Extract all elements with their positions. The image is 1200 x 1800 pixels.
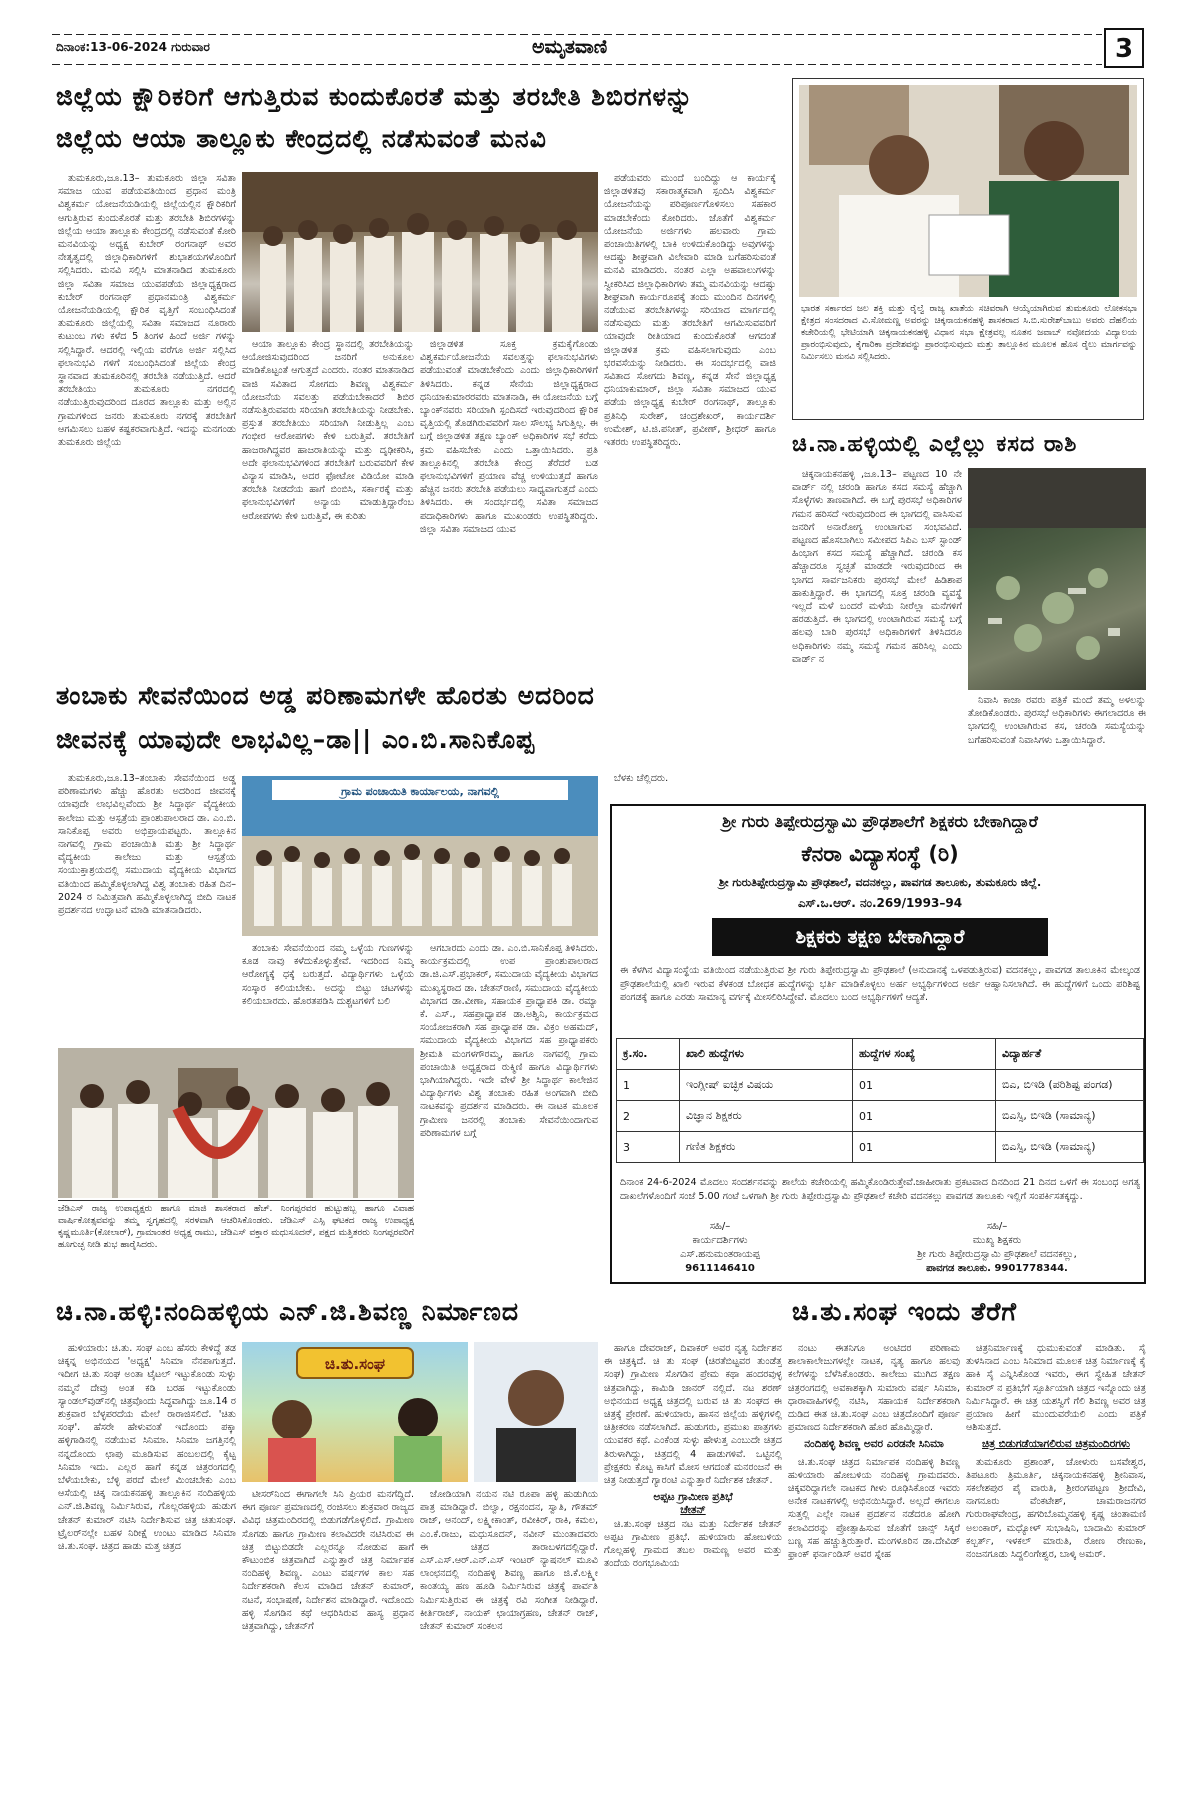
advert-banner [712, 918, 1048, 956]
row-qualification: ಬಿಎ, ಬಿಇಡಿ (ಪರಿಶಿಷ್ಟ ಪಂಗಡ) [996, 1070, 1144, 1101]
header-serial: ಕ್ರ.ಸಂ. [617, 1039, 680, 1070]
advert-box [610, 804, 1146, 1284]
sign-right-name: ಶ್ರೀ ಗುರು ತಿಪ್ಪೇರುದ್ರಸ್ವಾಮಿ ಪ್ರೌಢಶಾಲೆ ವದನಕಲ್ಲು, [917, 1249, 1077, 1260]
film-col1-text: ಹುಳಿಯಾರು: ಚಿ.ತು. ಸಂಘ ಎಂಬ ಹೆಸರು ಕೇಳಿದ್ದೆ ತಡ ಚಿಕ್ಕನ್ನ ಅಭಿನಯದ 'ಅಧ್ಯಕ್ಷ' ಸಿನಿಮಾ ನೆನಪಾಗುತ್ತದೆ. ಇದೀಗ ಚಿ.ತು ಸಂಘ ಅಂತಾ ಟೈಟಲ್ ಇಟ್ಟುಕೊಂಡು ಸುಳ್ಳು ನಮ್ಮನೆ ದೇವ್ರು ಅಂತ ಕಡಿ ಬರಹ ಇಟ್ಟುಕೊಂಡು ಸ್ಯಾಂಡಲ್‌ವುಡ್‌ನಲ್ಲಿ ಚಿತ್ರವೊಂದು ಸಿದ್ಧವಾಗಿದ್ದು ಜೂ.14 ರ ಶುಕ್ರವಾರ ಬೆಳ್ಳಪರದೆಯ ಮೇಲೆ ರಾರಾಜಿಸಲಿದೆ. 'ಚಿತು ಸಂಘ'. ಹೆಸರೇ ಹೇಳುವಂತೆ ಇದೊಂದು ಪಕ್ಕಾ ಹಳ್ಳಿಗಾಡಿನಲ್ಲಿ ನಡೆಯುವ ಸಿನಿಮಾ. ಸಿನಿಮಾ ಜಗತ್ತಿನಲ್ಲಿ ನನ್ನದೊಂದು ಛಾಪು ಮೂಡಿಸುವ ಹಂಬಲದಲ್ಲಿ ಕೈಟ್ಟ ಸಿನಿಮಾ ಇದು. ಎಲ್ಲರ ಹಾಗೆ ಕನ್ನಡ ಚಿತ್ರರಂಗದಲ್ಲಿ ಬೆಳೆಯಬೇಕು, ಬೆಳ್ಳಿ ಪರದೆ ಮೇಲೆ ಮಿಂಚಬೇಕು ಎಂಬ ಆಸೆಯಲ್ಲಿ ಚಿಕ್ಕ ನಾಯಕನಹಳ್ಳಿ ತಾಲ್ಲೂಕಿನ ನಂದಿಹಳ್ಳಿಯ ಎನ್.ಜಿ.ಶಿವಣ್ಣ ನಿರ್ಮಿಸಿರುವ, ಗೊಲ್ಲರಹಳ್ಳಿಯ ಹುಡುಗ ಚೇತನ್ ಕುಮಾರ್ ನಟಿಸಿ ನಿರ್ದೇಶಿಸುವ ಚಿತ್ರ ಚಿತುಸಂಘ. ಟ್ರೈಲರ್‌ನಲ್ಲೇ ಬಹಳ ನಿರೀಕ್ಷೆ ಉಂಟು ಮಾಡಿದ ಸಿನಿಮಾ ಚಿ.ತು.ಸಂಘ. ಚಿತ್ರದ ಹಾಡು ಮತ್ತ ಚಿತ್ರದ [58, 1343, 236, 1553]
film-column-5 [788, 1342, 960, 1782]
sign-right-place: ಪಾವಗಡ ತಾಲೂಕು. 9901778344. [926, 1263, 1068, 1274]
sign-left-phone: 9611146410 [685, 1263, 755, 1274]
advert-signature-right [852, 1220, 1142, 1276]
tobacco-col3-text: ಆಗಬಾರದು ಎಂದು ಡಾ. ಎಂ.ಬಿ.ಸಾನಿಕೊಪ್ಪ ತಿಳಿಸಿದರು. ಕಾರ್ಯಕ್ರಮದಲ್ಲಿ ಉಪ ಪ್ರಾಂಶುಪಾಲರಾದ ಡಾ.ಜಿ.ಎಸ್.ಪ್ರಭಾಕರ್, ಸಮುದಾಯ ವೈದ್ಯಕೀಯ ವಿಭಾಗದ ಮುಖ್ಯಸ್ಥರಾದ ಡಾ. ಚೇತನ್‌ರಾಣಿ, ಸಮುದಾಯ ವೈದ್ಯಕೀಯ ವಿಭಾಗದ ಡಾ.ವೀಣಾ, ಸಹಾಯಕ ಪ್ರಾಧ್ಯಾಪಕಿ ಡಾ. ರಮ್ಯಾ ಕೆ. ಎಸ್., ಸಹಪ್ರಾಧ್ಯಾಪಕ ಡಾ.ಅಶ್ವಿನಿ, ಕಾರ್ಯಕ್ರಮದ ಸಂಯೋಜಕರಾಗಿ ಸಹ ಪ್ರಾಧ್ಯಾಪಕ ಡಾ. ವಿಕ್ರಂ ಅಹಮದ್, ಸಮುದಾಯ ವೈದ್ಯಕೀಯ ವಿಭಾಗದ ಸಹ ಪ್ರಾಧ್ಯಾಪಕರು ಶ್ರೀಮತಿ ಮಂಗಳಗೌರಮ್ಮ, ಹಾಗೂ ನಾಗವಲ್ಲಿ ಗ್ರಾಮ ಪಂಚಾಯಿತಿ ಅಧ್ಯಕ್ಷರಾದ ರುಕ್ಮಿಣಿ ಹಾಗೂ ವಿದ್ಯಾರ್ಥಿಗಳು ಭಾಗಿಯಾಗಿದ್ದರು. ಇದೇ ವೇಳೆ ಶ್ರೀ ಸಿದ್ಧಾರ್ಥ ಕಾಲೇಜಿನ ವಿದ್ಯಾರ್ಥಿಗಳು ವಿಶ್ವ ತಂಬಾಕು ರಹಿತ ಅಂಗವಾಗಿ ಬೀದಿ ನಾಟಕವನ್ನು ಪ್ರದರ್ಶನ ಮಾಡಿದರು. ಈ ನಾಟಕ ಮೂಲಕ ಗ್ರಾಮೀಣ ಜನರಲ್ಲಿ ತಂಬಾಕು ಸೇವನೆಯಿಂದಾಗುವ ಪರಿಣಾಮಗಳ ಬಗ್ಗೆ [420, 943, 598, 1139]
film-col2-text: ಟೀಸರ್‌ನಿಂದ ಈಗಾಗಲೇ ಸಿನಿ ಪ್ರಿಯರ ಮನಗೆದ್ದಿದೆ. ಈಗ ಪೂರ್ಣ ಪ್ರಮಾಣದಲ್ಲಿ ರಂಜಿಸಲು ಶುಕ್ರವಾರ ರಾಜ್ಯದ ವಿವಿಧ ಚಿತ್ರಮಂದಿರದಲ್ಲಿ ಬಿಡುಗಡೆಗೊಳ್ಳಲಿದೆ. ಗ್ರಾಮೀಣ ಸೊಗಡು ಹಾಗೂ ಗ್ರಾಮೀಣ ಕಲಾವಿದರೇ ನಟಿಸಿರುವ ಈ ಚಿತ್ರ ಬಿಟ್ಟುಬಿಡದೇ ಎಲ್ಲರನ್ನೂ ನೋಡುವ ಹಾಗೆ ಕೌಟುಂಬಿಕ ಚಿತ್ರವಾಗಿದೆ ಎನ್ನುತ್ತಾರೆ ಚಿತ್ರ ನಿರ್ಮಾಪಕ ನಂದಿಹಳ್ಳಿ ಶಿವಣ್ಣ. ಎಂಟು ವರ್ಷಗಳ ಕಾಲ ಸಹ ನಿರ್ದೇಶಕರಾಗಿ ಕೆಲಸ ಮಾಡಿದ ಚೇತನ್ ಕುಮಾರ್, ನಟನೆ, ಸಂಭಾಷಣೆ, ನಿರ್ದೇಶನ ಮಾಡಿದ್ದಾರೆ. ಇದೊಂದು ಹಳ್ಳಿ ಸೊಗಡಿನ ಕಥೆ ಆಧರಿಸಿರುವ ಹಾಸ್ಯ ಪ್ರಧಾನ ಚಿತ್ರವಾಗಿದ್ದು, ಚೇತನ್‌ಗೆ [242, 1489, 414, 1633]
story1-photo [242, 172, 598, 332]
tobacco-headline-2: ಜೀವನಕ್ಕೆ ಯಾವುದೇ ಲಾಭವಿಲ್ಲ–ಡಾ|| ಎಂ.ಬಿ.ಸಾನಿಕೊಪ್ಪ [56, 725, 535, 754]
sign-right-label: ಸಹಿ/– [986, 1221, 1008, 1232]
garbage-column-2 [968, 694, 1146, 790]
film-col3-text: ಜೋಡಿಯಾಗಿ ನಯನ ನಟಿ ರೂಪಾ ಹಳ್ಳಿ ಹುಡುಗಿಯ ಪಾತ್ರ ಮಾಡಿದ್ದಾರೆ. ಬಿಲ್ವಾ, ರಕ್ಷನಂದನ, ಸ್ವಾತಿ, ಗೌತಮ್ ರಾಜ್, ಆನಂದ್, ಲಕ್ಷ್ಮೀಕಾಂತ್, ರವೀಕಿರ್, ರಾಕಿ, ಕಮಲ, ಎಂ.ಕೆ.ರಾಜು, ಮಧುಸೂದನ್, ನವೀನ್ ಮುಂತಾದವರು ಈ ಚಿತ್ರದ ತಾರಾಬಳಗದಲ್ಲಿದ್ದಾರೆ. ಎಸ್.ಎಸ್.ಆರ್.ಎನ್.ಎಸ್ ಇಂಟರ್ ನ್ಯಾಷನಲ್ ಮೂವಿ ಲಾಂಛನದಲ್ಲಿ ನಂದಿಹಳ್ಳಿ ಶಿವಣ್ಣ ಹಾಗೂ ಜಿ.ಕೆ.ಲಕ್ಷ್ಮೀ ಕಾಂತಯ್ಯ ಹಣ ಹೂಡಿ ನಿರ್ಮಿಸಿರುವ ಚಿತ್ರಕ್ಕೆ ಪಾರ್ವತಿ ನಿರ್ಮಿಸುತ್ತಿರುವ ಈ ಚಿತ್ರಕ್ಕೆ ರವಿ ಸಂಗೀತ ನೀಡಿದ್ದಾರೆ. ಕೀರ್ತಿರಾಜ್, ನಾಯಕ್ ಛಾಯಾಗ್ರಹಣ, ಚೇತನ್ ರಾಜ್, ಚೇತನ್ ಕುಮಾರ್ ಸಂಕಲನ [420, 1489, 598, 1633]
date-line: ದಿನಾಂಕ:13-06-2024 ಗುರುವಾರ [56, 40, 210, 54]
story1-col3-text: ಜಿಲ್ಲಾಡಳಿತ ಸೂಕ್ತ ಕ್ರಮಕೈಗೊಂಡು ವಿಶ್ವಕರ್ಮಯೋಜನೆಯ ಸವಲತ್ತನ್ನು ಫಲಾನುಭವಿಗಳು ಪಡೆಯುವಂತೆ ಮಾಡಬೇಕೆಂದು ಎಂದು ಜಿಲ್ಲಾಧಿಕಾರಿಗಳಿಗೆ ತಿಳಿಸಿದರು. ಕನ್ನಡ ಸೇನೆಯ ಜಿಲ್ಲಾಧ್ಯಕ್ಷರಾದ ಧನಿಯಾಕುಮಾರರವರು ಮಾತನಾಡಿ, ಈ ಯೋಜನೆಯ ಬಗ್ಗೆ ಬ್ಯಾಂಕ್‌ನವರು ಸರಿಯಾಗಿ ಸ್ಪಂದಿಸದೆ ಇರುವುದರಿಂದ ಕ್ಷೌರಿಕ ವೃತ್ತಿಯಲ್ಲಿ ತೊಡಗಿರುವವರಿಗೆ ಸಾಲ ಸೌಲಭ್ಯ ಸಿಗುತ್ತಿಲ್ಲ. ಈ ಬಗ್ಗೆ ಜಿಲ್ಲಾಡಳಿತ ತಕ್ಷಣ ಬ್ಯಾಂಕ್ ಅಧಿಕಾರಿಗಳ ಸಭೆ ಕರೆದು ಕ್ರಮ ವಹಿಸಬೇಕು ಎಂದು ಒತ್ತಾಯಿಸಿದರು. ಪ್ರತಿ ತಾಲ್ಲೂಕಿನಲ್ಲಿ ತರಬೇತಿ ಕೇಂದ್ರ ತೆರೆದರೆ ಬಡ ಫಲಾನುಭವಿಗಳಿಗೆ ಪ್ರಯಾಣ ವೆಚ್ಚ ಉಳಿಯುತ್ತದೆ ಹಾಗೂ ಹೆಚ್ಚಿನ ಜನರು ತರಬೇತಿ ಪಡೆಯಲು ಸಾಧ್ಯವಾಗುತ್ತದೆ ಎಂದು ತಿಳಿಸಿದರು. ಈ ಸಂದರ್ಭದಲ್ಲಿ ಸವಿತಾ ಸಮಾಜದ ಪದಾಧಿಕಾರಿಗಳು ಹಾಗೂ ಮುಖಂಡರು ಉಪಸ್ಥಿತರಿದ್ದರು. ಜಿಲ್ಲಾ ಸವಿತಾ ಸಮಾಜದ ಯುವ [420, 339, 598, 535]
minister-caption: ಭಾರತ ಸರ್ಕಾರದ ಜಲ ಶಕ್ತಿ ಮತ್ತು ರೈಲ್ವೆ ರಾಜ್ಯ ಖಾತೆಯ ಸಚಿವರಾಗಿ ಆಯ್ಕೆಯಾಗಿರುವ ತುಮಕೂರು ಲೋಕಸಭಾ ಕ್ಷೇತ್ರದ ಸಂಸದರಾದ ವಿ.ಸೋಮಣ್ಣ ಅವರನ್ನು ಚಿಕ್ಕನಾಯಕನಹಳ್ಳಿ ಶಾಸಕರಾದ ಸಿ.ಬಿ.ಸುರೇಶ್‌ಬಾಬು ಅವರು ದೆಹಲಿಯ ಕಚೇರಿಯಲ್ಲಿ ಭೇಟಿಯಾಗಿ ಚಿಕ್ಕನಾಯಕನಹಳ್ಳಿ ವಿಧಾನ ಸಭಾ ಕ್ಷೇತ್ರವಲ್ಲ ನೂತನ ಜವಾಬ್ ನವೋದಯ ವಿದ್ಯಾಲಯ ಪ್ರಾರಂಭಿಸುವುದು, ಕೈಗಾರಿಕಾ ಪ್ರದೇಶವನ್ನು ಪ್ರಾರಂಭಿಸುವುದು ಮತ್ತು ತಾಲ್ಲೂಕಿನ ಮೂಲಕ ಹೊಸ ರೈಲು ಮಾರ್ಗವನ್ನು ನಿರ್ಮಿಸಲು ಮನವಿ ಸಲ್ಲಿಸಿದರು. [801, 304, 1137, 362]
row-qualification: ಬಿಎಸ್ಸಿ, ಬಿಇಡಿ (ಸಾಮಾನ್ಯ) [996, 1132, 1144, 1163]
garbage-body: ಚಿಕ್ಕನಾಯಕನಹಳ್ಳಿ ,ಜೂ.13– ಪಟ್ಟಣದ 10 ನೇ ವಾರ್ಡ್ ನಲ್ಲಿ ಚರಂಡಿ ಹಾಗೂ ಕಸದ ಸಮಸ್ಯೆ ಹೆಚ್ಚಾಗಿ ಸೊಳ್ಳೆಗಳು ತಾಣವಾಗಿದೆ. ಈ ಬಗ್ಗೆ ಪುರಸಭೆ ಅಧಿಕಾರಿಗಳ ಗಮನ ಹರಿಸದೆ ಇರುವುದರಿಂದ ಈ ಭಾಗದಲ್ಲಿ ವಾಸಿಸುವ ಜನರಿಗೆ ಅನಾರೋಗ್ಯ ಉಂಟಾಗುವ ಸಂಭವವಿದೆ. ಪಟ್ಟಣದ ಹೊಸಬಾಗಿಲು ಸಮೀಪದ ಸಿಪಿಎ ಬಸ್ ಸ್ಟಾಂಡ್ ಹಿಂಭಾಗ ಕಸದ ಸಮಸ್ಯೆ ಹೆಚ್ಚಾಗಿದೆ. ಚರಂಡಿ ಕಸ ಹೆಚ್ಚಾದರೂ ಸ್ವಚ್ಛತೆ ಮಾಡದೇ ಇರುವುದರಿಂದ ಈ ಭಾಗದ ಸಾರ್ವಜನಿಕರು ಪುರಸಭೆ ಮೇಲೆ ಹಿಡಿಶಾಪ ಹಾಕುತ್ತಿದ್ದಾರೆ. ಈ ಭಾಗದಲ್ಲಿ ಸೂಕ್ತ ಚರಂಡಿ ವ್ಯವಸ್ಥೆ ಇಲ್ಲದೆ ಮಳೆ ಬಂದರೆ ಮಳೆಯ ನೀರೆಲ್ಲಾ ಮನೆಗಳಿಗೆ ಹರಡುತ್ತಿದೆ. ಈ ಭಾಗದಲ್ಲಿ ಉಂಟಾಗಿರುವ ಸಮಸ್ಯೆ ಬಗ್ಗೆ ಹಲವು ಬಾರಿ ಪುರಸಭೆ ಅಧಿಕಾರಿಗಳಿಗೆ ತಿಳಿಸಿದರೂ ಅಧಿಕಾರಿಗಳು ನಮ್ಮ ಸಮಸ್ಯೆ ಗಮನ ಹರಿಸಿಲ್ಲ ಎಂದು ವಾರ್ಡ್ ನ [792, 469, 962, 665]
advert-table-wrap [616, 1038, 1144, 1163]
paper-name: ಅಮೃತವಾಣಿ [532, 36, 608, 58]
film-column-4 [604, 1342, 782, 1782]
header-qualification: ವಿದ್ಯಾರ್ಹತೆ [996, 1039, 1144, 1070]
advert-footer: ದಿನಾಂಕ 24-6-2024 ಮೊದಲು ಸಂದರ್ಶನವನ್ನು ಶಾಲೆಯ ಕಚೇರಿಯಲ್ಲಿ ಹಮ್ಮಿಕೊಂಡಿರುತ್ತೇವೆ.ಜಾಹೀರಾತು ಪ್ರಕಟವಾದ ದಿನದಿಂದ 21 ದಿನದ ಒಳಗೆ ಈ ಸಂಬಂಧ ಅಗತ್ಯ ದಾಖಲೆಗಳೊಂದಿಗೆ ಸಂಜೆ 5.00 ಗಂಟೆ ಒಳಗಾಗಿ ಶ್ರೀ ಗುರು ತಿಪ್ಪೇರುದ್ರಸ್ವಾಮಿ ಪ್ರೌಢಶಾಲೆ ಕಚೇರಿ ವದನಕಲ್ಲು ಪಾವಗಡ ತಾಲೂಕು ಇಲ್ಲಿಗೆ ಸಂಪರ್ಕಿಸತಕ್ಕದ್ದು. [620, 1177, 1140, 1202]
jds-caption: ಜೆಡಿಎಸ್ ರಾಜ್ಯ ಉಪಾಧ್ಯಕ್ಷರು ಹಾಗೂ ಮಾಜಿ ಶಾಸಕರಾದ ಹೆಚ್. ನಿಂಗಪ್ಪರವರ ಹುಟ್ಟುಹಬ್ಬ ಹಾಗೂ ವಿವಾಹ ವಾರ್ಷಿಕೋತ್ಸವವನ್ನು ತಮ್ಮ ಸ್ವಗೃಹದಲ್ಲಿ ಸರಳವಾಗಿ ಆಚರಿಸಿಕೊಂಡರು. ಜೆಡಿಎಸ್ ಎಸ್ಸಿ ಘಟಕದ ರಾಜ್ಯ ಉಪಾಧ್ಯಕ್ಷ ಕೃಷ್ಣಮೂರ್ತಿ(ಕೋಲಾರ್), ಗ್ರಾಮಾಂತರ ಅಧ್ಯಕ್ಷ ರಾಮು, ಜೆಡಿಎಸ್ ವಕ್ತಾರ ಮಧುಸೂದನ್, ಪಕ್ಷದ ಮತ್ತಿತರರು ನಿಂಗಪ್ಪರವರಿಗೆ ಹೂಗುಚ್ಛ ನೀಡಿ ಶುಭ ಹಾರೈಸಿದರು. [58, 1200, 414, 1276]
jds-photo [58, 1048, 414, 1198]
header-count: ಹುದ್ದೆಗಳ ಸಂಖ್ಯೆ [853, 1039, 996, 1070]
tobacco-group-figures [242, 776, 598, 936]
tobacco-column-3 [420, 942, 598, 1274]
table-row [617, 1132, 1144, 1163]
garbage-headline: ಚಿ.ನಾ.ಹಳ್ಳಿಯಲ್ಲಿ ಎಲ್ಲೆಲ್ಲು ಕಸದ ರಾಶಿ [792, 432, 1078, 457]
film-headline-right: ಚಿ.ತು.ಸಂಘ ಇಂದು ತೆರೆಗೆ [792, 1297, 1017, 1326]
film-subhead-2: ನಂದಿಹಳ್ಳಿ ಶಿವಣ್ಣ ಅವರ ಎರಡನೇ ಸಿನಿಮಾ [804, 1438, 944, 1451]
story1-column-4 [604, 172, 776, 662]
minister-photo [799, 85, 1137, 297]
garbage-column-1 [792, 468, 962, 694]
row-post: ಇಂಗ್ಲೀಷ್ ಐಚ್ಛಿಕ ವಿಷಯ [680, 1070, 853, 1101]
advert-address: ಶ್ರೀ ಗುರುತಿಪ್ಪೇರುದ್ರಸ್ವಾಮಿ ಪ್ರೌಢಶಾಲೆ, ವದನಕಲ್ಲು, ಪಾವಗಡ ತಾಲೂಕು, ತುಮಕೂರು ಜಿಲ್ಲೆ. [718, 876, 1042, 889]
table-row [617, 1101, 1144, 1132]
row-qualification: ಬಿಎಸ್ಸಿ, ಬಿಇಡಿ (ಸಾಮಾನ್ಯ) [996, 1101, 1144, 1132]
garbage-body-2: ನಿವಾಸಿ ಕಾಜಾ ರವರು ಪತ್ರಿಕೆ ಮಂದೆ ತಮ್ಮ ಅಳಲನ್ನು ತೋಡಿಕೊಂಡರು. ಪುರಸಭೆ ಅಧಿಕಾರಿಗಳು ಈಗಲಾದರೂ ಈ ಭಾಗದಲ್ಲಿ ಉಂಟಾಗಿರುವ ಕಸ, ಚರಂಡಿ ಸಮಸ್ಯೆಯನ್ನು ಬಗೆಹರಿಸುವಂತೆ ನಿವಾಸಿಗಳು ಒತ್ತಾಯಿಸಿದ್ದಾರೆ. [968, 695, 1146, 746]
advert-title: ಶ್ರೀ ಗುರು ತಿಪ್ಪೇರುದ್ರಸ್ವಾಮಿ ಪ್ರೌಢಶಾಲೆಗೆ ಶಿಕ್ಷಕರು ಬೇಕಾಗಿದ್ದಾರೆ [722, 812, 1038, 831]
advert-banner-text: ಶಿಕ್ಷಕರು ತಕ್ಷಣ ಬೇಕಾಗಿದ್ದಾರೆ [795, 926, 965, 948]
group-photo-figures [242, 172, 598, 332]
sign-left-name: ಎಸ್.ಹನುಮಂತರಾಯಪ್ಪ [680, 1249, 760, 1260]
film-col6-text: ಚಿತ್ರನಿರ್ಮಾಣಕ್ಕೆ ಧುಮುಕುವಂತೆ ಮಾಡಿತು. ಸೈ ತುಳಸಿನಾದ ಎಂಬ ಸಿನಿಮಾದ ಮೂಲಕ ಚಿತ್ರ ನಿರ್ಮಾಣಕ್ಕೆ ಕೈ ಹಾಕಿ ಸೈ ಎನ್ನಿಸಿಕೊಂಡ ಇವರು, ಈಗ ಸ್ವೇಹಿತ ಚೇತನ್ ಕುಮಾರ್ ನ ಪ್ರತಿಭೆಗೆ ಸ್ಪೂರ್ತಿಯಾಗಿ ಚಿತ್ರದ ಇನ್ನೊಂದು ಚಿತ್ರ ನಿರ್ಮಿಸಿದ್ದಾರೆ. ಈ ಚಿತ್ರ ಯಶಸ್ವಿಗೆ ಗೆಲಿ ಶಿವಣ್ಣ ಅವರ ಚಿತ್ರ ಪ್ರಯಾಣ ಹೀಗೆ ಮುಂದುವರೆಯಲಿ ಎಂದು ಪತ್ರಿಕೆ ಆಶಿಸುತ್ತದೆ. [966, 1343, 1146, 1434]
film-column-3 [420, 1488, 598, 1782]
page-number: 3 [1104, 28, 1144, 68]
director-portrait [474, 1342, 598, 1482]
vacancy-table [616, 1038, 1144, 1163]
film-poster-art [242, 1342, 468, 1482]
story1-headline-1: ಜಿಲ್ಲೆಯ ಕ್ಷೌರಿಕರಿಗೆ ಆಗುತ್ತಿರುವ ಕುಂದುಕೊರತೆ ಮತ್ತು ತರಬೇತಿ ಶಿಬಿರಗಳನ್ನು [56, 82, 694, 111]
row-serial: 2 [617, 1101, 680, 1132]
vacancy-header-row [617, 1039, 1144, 1070]
row-count: 01 [853, 1132, 996, 1163]
story1-column-3 [420, 338, 598, 662]
advert-intro: ಈ ಕೆಳಗಿನ ವಿದ್ಯಾಸಂಸ್ಥೆಯ ವತಿಯಿಂದ ನಡೆಯುತ್ತಿರುವ ಶ್ರೀ ಗುರು ತಿಪ್ಪೇರುದ್ರಸ್ವಾಮಿ ಪ್ರೌಢಶಾಲೆ (ಅನುದಾನಕ್ಕೆ ಒಳಪಡುತ್ತಿರುವ) ವದನಕಲ್ಲು, ಪಾವಗಡ ತಾಲೂಕಿನ ಮೇಲ್ಕಂಡ ಪ್ರೌಢಶಾಲೆಯಲ್ಲಿ ಖಾಲಿ ಇರುವ ಕೆಳಕಂಡ ಬೋಧಕ ಹುದ್ದೆಗಳನ್ನು ಭರ್ತಿ ಮಾಡಿಕೊಳ್ಳಲು ಅರ್ಹ ಅಭ್ಯರ್ಥಿಗಳಿಂದ ಅರ್ಜಿ ಆಹ್ವಾನಿಸಲಾಗಿದೆ. ಈ ಹುದ್ದೆಗಳಿಗೆ ಒಂದು ಪರಿಶಿಷ್ಟ ಪಂಗಡಕ್ಕೆ ಹಾಗೂ ಎರಡು ಸಾಮಾನ್ಯ ವರ್ಗಕ್ಕೆ ಮೀಸಲಿರಿಸಿದ್ದೇವೆ. ಮೊದಲು ಬಂದ ಅಭ್ಯರ್ಥಿಗಳಿಗೆ ಆದ್ಯತೆ. [620, 965, 1140, 1003]
film-col4-text: ಹಾಗೂ ದೇವರಾಜ್, ದಿವಾಕರ್ ಅವರ ನೃತ್ಯ ನಿರ್ದೇಶನ ಈ ಚಿತ್ರಕ್ಕಿದೆ. ಚಿ ತು ಸಂಘ (ಚಿರತೆಬಿಟ್ಟವರ ತುಂಡೆತ್ತ ಸಂಘ) ಗ್ರಾಮೀಣ ಸೊಗಡಿನ ಪ್ರೇಮ ಕಥಾ ಹಂದರವುಳ್ಳ ಚಿತ್ರವಾಗಿದ್ದು, ಕಾಮಿಡಿ ಜಾನರ್ ನಲ್ಲಿದೆ. ನಟ ಶರಣ್ ಅಭಿನಯದ ಅಧ್ಯಕ್ಷ ಚಿತ್ರದಲ್ಲಿ ಬರುವ ಚಿ ತು ಸಂಘದ ಈ ಚಿತ್ರಕ್ಕೆ ಪ್ರೇರಣೆ. ಹುಳಿಯಾರು, ಹಾಸನ ಜಿಲ್ಲೆಯ ಹಳ್ಳಿಗಳಲ್ಲಿ ಚಿತ್ರೀಕರಣ ನಡೆಸಲಾಗಿದೆ. ಹುಡುಗರು, ಪ್ರಮುಖ ಪಾತ್ರಗಳು ಯುವಕರ ಕಥೆ. ಎಂಕೆಂಡ ಸುಳ್ಳು ಹೇಳುತ್ತ ಎಂಬುದೇ ಚಿತ್ರದ ತಿರುಳಾಗಿದ್ದು, ಚಿತ್ರದಲ್ಲಿ 4 ಹಾಡುಗಳಿವೆ. ಒಟ್ಟಿನಲ್ಲಿ ಪ್ರೇಕ್ಷಕರು ಕೊಟ್ಟ ಕಾಸಿಗೆ ಮೋಸ ಆಗದಂತೆ ಮನರಂಜನೆ ಈ ಚಿತ್ರ ನೀಡುತ್ತದೆ ಗ್ಯಾರಂಟಿ ಎನ್ನುತ್ತಾರೆ ನಿರ್ದೇಶಕ ಚೇತನ್. [604, 1343, 782, 1487]
masthead-top-rule [52, 34, 1102, 35]
film-column-2 [242, 1488, 414, 1782]
film-poster-title: ಚಿ.ತು.ಸಂಘ [324, 1355, 386, 1373]
table-row [617, 1070, 1144, 1101]
tobacco-col1-text: ತುಮಕೂರು,ಜೂ.13–ತಂಬಾಕು ಸೇವನೆಯಿಂದ ಅಡ್ಡ ಪರಿಣಾಮಗಳು ಹೆಚ್ಚು ಹೊರತು ಅದರಿಂದ ಜೀವನಕ್ಕೆ ಯಾವುದೇ ಲಾಭವಿಲ್ಲವೆಂದು ಶ್ರೀ ಸಿದ್ಧಾರ್ಥ ವೈದ್ಯಕೀಯ ಕಾಲೇಜು ಮತ್ತು ಆಸ್ಪತ್ರೆಯ ಪ್ರಾಂಶುಪಾಲರಾದ ಡಾ. ಎಂ.ಬಿ. ಸಾನಿಕೊಪ್ಪ ಅವರು ಅಭಿಪ್ರಾಯಪಟ್ಟರು. ತಾಲ್ಲೂಕಿನ ನಾಗವಲ್ಲಿ ಗ್ರಾಮ ಪಂಚಾಯಿತಿ ಮತ್ತು ಶ್ರೀ ಸಿದ್ಧಾರ್ಥ ವೈದ್ಯಕೀಯ ಕಾಲೇಜು ಮತ್ತು ಆಸ್ಪತ್ರೆಯ ಸಂಯುಕ್ತಾಶ್ರಯದಲ್ಲಿ ಸಮುದಾಯ ವೈದ್ಯಕೀಯ ವಿಭಾಗದ ವತಿಯಿಂದ ಹಮ್ಮಿಕೊಳ್ಳಲಾಗಿದ್ದ ವಿಶ್ವ ತಂಬಾಕು ರಹಿತ ದಿನ–2024 ರ ನಿಮಿತ್ತವಾಗಿ ಹಮ್ಮಿಕೊಳ್ಳಲಾಗಿದ್ದ ಬೀದಿ ನಾಟಕ ಪ್ರದರ್ಶನದ ಉದ್ಘಾಟನೆ ಮಾಡಿ ಮಾತನಾಡಿದರು. [58, 773, 236, 917]
film-poster [242, 1342, 468, 1482]
sign-left-title: ಕಾರ್ಯದರ್ಶಿಗಳು [692, 1235, 748, 1246]
film-col5-text: ನಂಟು ಈತನಿಗೂ ಅಂಟಿದರ ಪರಿಣಾಮ ಶಾಲಾಕಾಲೇಜುಗಳಲ್ಲೇ ನಾಟಕ, ನೃತ್ಯ ಹಾಗೂ ಹಲವು ಕಲೆಗಳನ್ನು ಬೆಳೆಸಿಕೊಂಡರು. ಕಾಲೇಜು ಮುಗಿದ ತಕ್ಷಣ ಚಿತ್ರರಂಗದಲ್ಲಿ ಅವಕಾಶಕ್ಕಾಗಿ ಸುಮಾರು ವರ್ಷ ಸಿನಿಮಾ, ಧಾರಾವಾಹಿಗಳಲ್ಲಿ ನಟಿಸಿ, ಸಹಾಯಕ ನಿರ್ದೇಶಕರಾಗಿ ದುಡಿದ ಈತ ಚಿ.ತು.ಸಂಘ ಎಂಬ ಚಿತ್ರದೊಂದಿಗೆ ಪೂರ್ಣ ಪ್ರಮಾಣದ ನಿರ್ದೇಶಕರಾಗಿ ಹೊರ ಹೊಮ್ಮಿದ್ದಾರೆ. [788, 1343, 960, 1434]
jds-figures [58, 1048, 414, 1198]
garbage-heap [968, 468, 1146, 690]
film-col6b-text: ತುಮಕೂರು ಪ್ರಶಾಂತ್, ಚೋಳುರು ಬಸವೇಶ್ವರ, ತಿಪಟೂರು ತ್ರಿಮೂರ್ತಿ, ಚಿಕ್ಕನಾಯಕನಹಳ್ಳಿ ಶ್ರೀನಿವಾಸ, ಸಕಲೇಶಪುರ ಪೈ ವಾರುತಿ, ಶ್ರೀರಂಗಪಟ್ಟಣ ಶ್ರೀದೇವಿ, ನಾಗನೂರು ವೆಂಕಟೇಶ್, ಚಾಮರಾಜನಗರ ಗುರುರಾಘವೇಂದ್ರ, ಹಗರಿಬೊಮ್ಮನಹಳ್ಳಿ ಕೃಷ್ಣ ಚಿಂತಾಮಣಿ ಅಲಂಕಾರ್, ಮಧ್ಯೋಳ್ ಸುಭಾಷಿನಿ, ಬಾದಾಮಿ ಕುಮಾರ್ ಕಲ್ಬರ್ತ್, ಇಳಕಲ್ ಮಾರುತಿ, ರೋಣ ರೇಣುಕಾ, ನಂಜನಗೂಡು ಸಿದ್ದಲಿಂಗೇಶ್ವರ, ಬಾಳ್ಕಿ ಅಮರ್. [966, 1456, 1146, 1561]
story1-column-1 [58, 172, 236, 662]
tobacco-photo [242, 776, 598, 936]
row-count: 01 [853, 1101, 996, 1132]
row-count: 01 [853, 1070, 996, 1101]
story1-col4-text: ಪಡೆಯವರು ಮುಂದೆ ಬಂದಿದ್ದು ಆ ಕಾರ್ಯಕ್ಕೆ ಜಿಲ್ಲಾಡಳಿತವು ಸಕಾರಾತ್ಮಕವಾಗಿ ಸ್ಪಂದಿಸಿ ವಿಶ್ವಕರ್ಮ ಯೋಜನೆಯನ್ನು ಪರಿಪೂರ್ಣಗೊಳಿಸಲು ಸಹಕಾರ ಮಾಡಬೇಕೆಂದು ಕೋರಿದರು. ಜೊತೆಗೆ ವಿಶ್ವಕರ್ಮ ಯೋಜನೆಯ ಅರ್ಜಿಗಳು ಹಲವಾರು ಗ್ರಾಮ ಪಂಚಾಯಿತಿಗಳಲ್ಲಿ ಬಾಕಿ ಉಳಿದುಕೊಂಡಿದ್ದು ಅವುಗಳನ್ನು ಆದಷ್ಟು ಶೀಘ್ರವಾಗಿ ವಿಲೇವಾರಿ ಮಾಡಿ ಬಗೆಹರಿಸುವಂತೆ ಮನವಿ ಮಾಡಿದರು. ನಂತರ ಎಲ್ಲಾ ಅಹವಾಲುಗಳನ್ನು ಸ್ವೀಕರಿಸಿದ ಜಿಲ್ಲಾಧಿಕಾರಿಗಳು ತಮ್ಮ ಮನವಿಯನ್ನು ಆದಷ್ಟು ಶೀಘ್ರವಾಗಿ ಕಾರ್ಯರೂಪಕ್ಕೆ ತಂದು ಮುಂದಿನ ದಿನಗಳಲ್ಲಿ ನಡೆಯುವ ತರಬೇತಿಗಳನ್ನು ಸರಿಯಾದ ಮಾರ್ಗದಲ್ಲಿ ನಡೆಸುವುದು ಮತ್ತು ತರಬೇತಿಗೆ ಆಗಮಿಸುವವರಿಗೆ ಯಾವುದೇ ರೀತಿಯಾದ ಕುಂದುಕೊರತೆ ಆಗದಂತೆ ಜಿಲ್ಲಾಡಳಿತ ಕ್ರಮ ವಹಿಸಲಾಗುವುದು ಎಂಬ ಭರವಸೆಯನ್ನು ನೀಡಿದರು. ಈ ಸಂದರ್ಭದಲ್ಲಿ ವಾಜಿ ಸವಿತಾದ ಸೋಗದು ಶಿವಣ್ಣ, ಕನ್ನಡ ಸೇನೆ ಜಿಲ್ಲಾಧ್ಯಕ್ಷ ಧನಿಯಾಕುಮಾರ್, ಜಿಲ್ಲಾ ಸವಿತಾ ಸಮಾಜದ ಯುವ ಪಡೆಯ ಜಿಲ್ಲಾಧ್ಯಕ್ಷ ಕುಬೇರ್ ರಂಗನಾಥ್, ತಾಲ್ಲೂಕು ಪ್ರತಿನಿಧಿ ಸುರೇಶ್, ಚಂದ್ರಶೇಖರ್, ಕಾರ್ಯದರ್ಶಿ ಉಮೇಶ್, ಟಿ.ಜಿ.ಪನೀತ್, ಪ್ರವೀಣ್, ಶ್ರೀಧರ್ ಹಾಗೂ ಇತರರು ಉಪಸ್ಥಿತರಿದ್ದರು. [604, 173, 776, 449]
tobacco-col2-text: ತಂಬಾಕು ಸೇವನೆಯಿಂದ ನಮ್ಮ ಒಳ್ಳೆಯ ಗುಣಗಳನ್ನು ಕೂಡ ನಾವು ಕಳೆದುಕೊಳ್ಳುತ್ತೇವೆ. ಇದರಿಂದ ನಿಮ್ಮ ಆರೋಗ್ಯಕ್ಕೆ ಧಕ್ಕೆ ಬರುತ್ತದೆ. ವಿದ್ಯಾರ್ಥಿಗಳು ಒಳ್ಳೆಯ ಸಂಸ್ಕಾರ ಕಲಿಯಬೇಕು. ಅದನ್ನು ಬಿಟ್ಟು ಚಟಗಳನ್ನು ಕಲಿಯಬಾರದು. ಹೊರತಪಡಿಸಿ ದುಶ್ಚಟಗಳಿಗೆ ಬಲಿ [242, 943, 414, 1007]
row-post: ವಿಜ್ಞಾನ ಶಿಕ್ಷಕರು [680, 1101, 853, 1132]
story1-column-2 [242, 338, 414, 662]
minister-figures [799, 85, 1137, 297]
film-director-photo [474, 1342, 598, 1482]
film-subhead-1: ಅಪ್ಪಟ ಗ್ರಾಮೀಣ ಪ್ರತಿಭೆ [653, 1491, 733, 1504]
story1-headline-2: ಜಿಲ್ಲೆಯ ಆಯಾ ತಾಲ್ಲೂಕು ಕೇಂದ್ರದಲ್ಲಿ ನಡೆಸುವಂತೆ ಮನವಿ [56, 124, 547, 153]
tobacco-banner-text: ಗ್ರಾಮ ಪಂಚಾಯಿತಿ ಕಾರ್ಯಾಲಯ, ನಾಗವಲ್ಲಿ [341, 785, 499, 798]
minister-box [792, 78, 1144, 420]
story1-col2-text: ಆಯಾ ತಾಲ್ಲೂಕು ಕೇಂದ್ರ ಸ್ಥಾನದಲ್ಲಿ ತರಬೇತಿಯನ್ನು ಆಯೋಜಿಸುವುದರಿಂದ ಜನರಿಗೆ ಅನುಕೂಲ ಮಾಡಿಕೊಟ್ಟಂತೆ ಆಗುತ್ತದೆ ಎಂದರು. ನಂತರ ಮಾತನಾಡಿದ ವಾಜಿ ಸವಿತಾದ ಸೋಗದು ಶಿವಣ್ಣ ವಿಶ್ವಕರ್ಮ ಯೋಜನೆಯ ಸವಲತ್ತು ಪಡೆಯಬೇಕಾದರೆ ಶಿಬಿರ ನಡೆಸುತ್ತಿರುವವರು ಸರಿಯಾಗಿ ತರಬೇತಿಯನ್ನು ನೀಡಬೇಕು. ಪ್ರಸ್ತುತ ತರಬೇತಿಯು ಸರಿಯಾಗಿ ನೀಡುತ್ತಿಲ್ಲ ಎಂಬ ಗಂಭೀರ ಆರೋಪಗಳು ಕೇಳಿ ಬರುತ್ತಿವೆ. ತರಬೇತಿಗೆ ಹಾಜರಾಗಿದ್ದವರ ಹಾಜರಾತಿಯನ್ನು ಮತ್ತು ದೃಢೀಕರಿಸಿ, ಅದೇ ಫಲಾನುಭವಿಗಳಿಂದ ತರಬೇತಿಗೆ ಬರುವವರಿಗೆ ಕೇಳ ವಿನ್ಯಾಸ ಮಾಡಿಸಿ, ಅದರ ಫೋಟೋ ವಿಡಿಯೋ ಮಾಡಿ ತರಬೇತಿ ನೀಡದೆಯ ಹಾಗೆ ಬಿಂಬಿಸಿ, ಸರ್ಕಾರಕ್ಕೆ ಮತ್ತು ಫಲಾನುಭವಿಗಳಿಗೆ ಅನ್ಯಾಯ ಮಾಡುತ್ತಿದ್ದಾರೆಂಬ ಆರೋಪಗಳು ಕೇಳಿ ಬರುತ್ತಿವೆ, ಈ ಕುರಿತು [242, 339, 414, 522]
header-post: ಖಾಲಿ ಹುದ್ದೆಗಳು [680, 1039, 853, 1070]
film-column-6 [966, 1342, 1146, 1782]
tobacco-column-2 [242, 942, 414, 1042]
masthead-bottom-rule [52, 64, 1102, 65]
advert-institution: ಕೆನರಾ ವಿದ್ಯಾಸಂಸ್ಥೆ (ರಿ) [801, 842, 959, 866]
story1-col1-text: ತುಮಕೂರು,ಜೂ.13– ತುಮಕೂರು ಜಿಲ್ಲಾ ಸವಿತಾ ಸಮಾಜ ಯುವ ಪಡೆಯವತಿಯಿಂದ ಪ್ರಧಾನ ಮಂತ್ರಿ ವಿಶ್ವಕರ್ಮ ಯೋಜನೆಯಡಿಯಲ್ಲಿ ಜಿಲ್ಲೆಯಲ್ಲಿನ ಕ್ಷೌರಿಕರಿಗೆ ಆಗುತ್ತಿರುವ ಕುಂದುಕೊರತೆ ಮತ್ತು ತರಬೇತಿ ಶಿಬಿರಗಳನ್ನು ಜಿಲ್ಲೆಯ ಆಯಾ ತಾಲ್ಲೂಕು ಕೇಂದ್ರದಲ್ಲಿ ನಡೆಸುವಂತೆ ಕೋರಿ ಮನವಿಯನ್ನು ಅಧ್ಯಕ್ಷ ಕುಬೇರ್ ರಂಗನಾಥ್ ಅವರ ನೇತೃತ್ವದಲ್ಲಿ ಜಿಲ್ಲಾಧಿಕಾರಿಗಳಿಗೆ ಶುಭಾಶಯಗಳೊಂದಿಗೆ ಸಲ್ಲಿಸಿದರು. ಮನವಿ ಸಲ್ಲಿಸಿ ಮಾತನಾಡಿದ ತುಮಕೂರು ಜಿಲ್ಲಾ ಸವಿತಾ ಸಮಾಜ ಯುವಪಡೆಯ ಜಿಲ್ಲಾಧ್ಯಕ್ಷರಾದ ಕುಬೇರ್ ರಂಗನಾಥ್ ಪ್ರಧಾನಮಂತ್ರಿ ವಿಶ್ವಕರ್ಮ ಯೋಜನೆಯಡಿಯಲ್ಲಿ ಕ್ಷೌರಿಕ ವೃತ್ತಿಗೆ ಸಂಬಂಧಿಸಿದಂತೆ ತುಮಕೂರು ಜಿಲ್ಲೆಯಲ್ಲಿ ಸವಿತಾ ಸಮಾಜದ ನೂರಾರು ಕುಟುಂಬ ಗಳು ಕಳೆದ 5 ತಿಂಗಳ ಹಿಂದೆ ಅರ್ಜಿ ಗಳನ್ನು ಸಲ್ಲಿಸಿದ್ದಾರೆ. ಆದರಲ್ಲಿ ಇಲ್ಲಿಯ ವರೆಗೂ ಅರ್ಜಿ ಸಲ್ಲಿಸಿದ ಫಲಾನುಭವಿ ಗಳಿಗೆ ಸಂಬಂಧಿಸಿದಂತೆ ಜಿಲ್ಲೆಯ ಕೇಂದ್ರ ಸ್ಥಾನವಾದ ತುಮಕೂರಿನಲ್ಲಿ ತರಬೇತಿ ನಡೆಯುತ್ತಿದೆ. ಆದರೆ ತರಬೇತಿಯು ತುಮಕೂರು ನಗರದಲ್ಲಿ ನಡೆಯುತ್ತಿರುವುದರಿಂದ ದೂರದ ತಾಲ್ಲೂಕು ಮತ್ತು ಅಲ್ಲಿನ ಗ್ರಾಮಗಳಿಂದ ಜನರು ತುಮಕೂರು ನಗರಕ್ಕೆ ತರಬೇತಿಗೆ ಆಗಮಿಸಲು ಬಹಳ ಕಷ್ಟಕರವಾಗುತ್ತಿದೆ. ಇದನ್ನು ಮನಗಂಡು ತುಮಕೂರು ಜಿಲ್ಲೆಯ [58, 173, 236, 449]
row-post: ಗಣಿತ ಶಿಕ್ಷಕರು [680, 1132, 853, 1163]
row-serial: 3 [617, 1132, 680, 1163]
advert-signature-left [620, 1220, 820, 1276]
tobacco-column-1 [58, 772, 236, 1040]
sign-left-label: ಸಹಿ/– [709, 1221, 731, 1232]
tobacco-col4-text: ಬೆಳಕು ಚೆಲ್ಲಿದರು. [614, 773, 669, 784]
tobacco-column-4 [604, 772, 784, 802]
film-subhead-1b: ಚೇತನ್ [680, 1504, 706, 1517]
row-serial: 1 [617, 1070, 680, 1101]
advert-reg-no: ಎಸ್.ಒ.ಆರ್. ನಂ.269/1993–94 [797, 896, 963, 910]
film-column-1 [58, 1342, 236, 1782]
film-headline-left: ಚಿ.ನಾ.ಹಳ್ಳಿ:ನಂದಿಹಳ್ಳಿಯ ಎನ್.ಜಿ.ಶಿವಣ್ಣ ನಿರ್ಮಾಣದ [56, 1297, 520, 1326]
film-subhead-3: ಚಿತ್ರ ಬಿಡುಗಡೆಯಾಗಲಿರುವ ಚಿತ್ರಮಂದಿರಗಳು [982, 1438, 1130, 1451]
film-col4b-text: ಚಿ.ತು.ಸಂಘ ಚಿತ್ರದ ನಟ ಮತ್ತು ನಿರ್ದೇಶಕ ಚೇತನ್ ಅಪ್ಪಟ ಗ್ರಾಮೀಣ ಪ್ರತಿಭೆ. ಹುಳಿಯಾರು ಹೋಬಳಿಯ ಗೊಲ್ಲಹಳ್ಳಿ ಗ್ರಾಮದ ತಬಲ ರಾಮಣ್ಣ ಅವರ ಮತ್ತು ತಂದೆಯ ರಂಗಭೂಮಿಯ [604, 1518, 782, 1570]
masthead [52, 30, 1152, 70]
garbage-photo [968, 468, 1146, 690]
film-col5b-text: ಚಿ.ತು.ಸಂಘ ಚಿತ್ರದ ನಿರ್ಮಾಪಕ ನಂದಿಹಳ್ಳಿ ಶಿವಣ್ಣ ಹುಳಿಯಾರು ಹೋಬಳಿಯ ನಂದಿಹಳ್ಳಿ ಗ್ರಾಮದವರು. ಚಿಕ್ಕವರಿದ್ದಾಗಲೇ ನಾಟಕದ ಗೀಳು ರೂಢಿಸಿಕೊಂಡ ಇವರು ಅನೇಕ ನಾಟಕಗಳಲ್ಲಿ ಅಭಿನಯಿಸಿದ್ದಾರೆ. ಅಲ್ಲದೆ ಈಗಲೂ ಸುತ್ತಲ್ಲಿ ಎಲ್ಲೇ ನಾಟಕ ಪ್ರದರ್ಶನ ನಡೆದರೂ ಹೋಗಿ ಕಲಾವಿದರನ್ನು ಪ್ರೋತ್ಸಾಹಿಸುವ ಜೊತೆಗೆ ಚಾನ್ಸ್ ಸಿಕ್ಕರೆ ಬಣ್ಣ ಸಹ ಹಚ್ಚುತ್ತಿರುತ್ತಾರೆ. ಮಂಗಳೂರಿನ ಡಾ.ದೇವಿಡ್ ಫ್ರಾಂಕ್ ಫರ್ನಾಂಡಿಸ್ ಅವರ ಸ್ನೇಹ [788, 1456, 960, 1561]
sign-right-title: ಮುಖ್ಯ ಶಿಕ್ಷಕರು [972, 1235, 1022, 1246]
tobacco-headline-1: ತಂಬಾಕು ಸೇವನೆಯಿಂದ ಅಡ್ಡ ಪರಿಣಾಮಗಳೇ ಹೊರತು ಅದರಿಂದ [56, 681, 595, 710]
